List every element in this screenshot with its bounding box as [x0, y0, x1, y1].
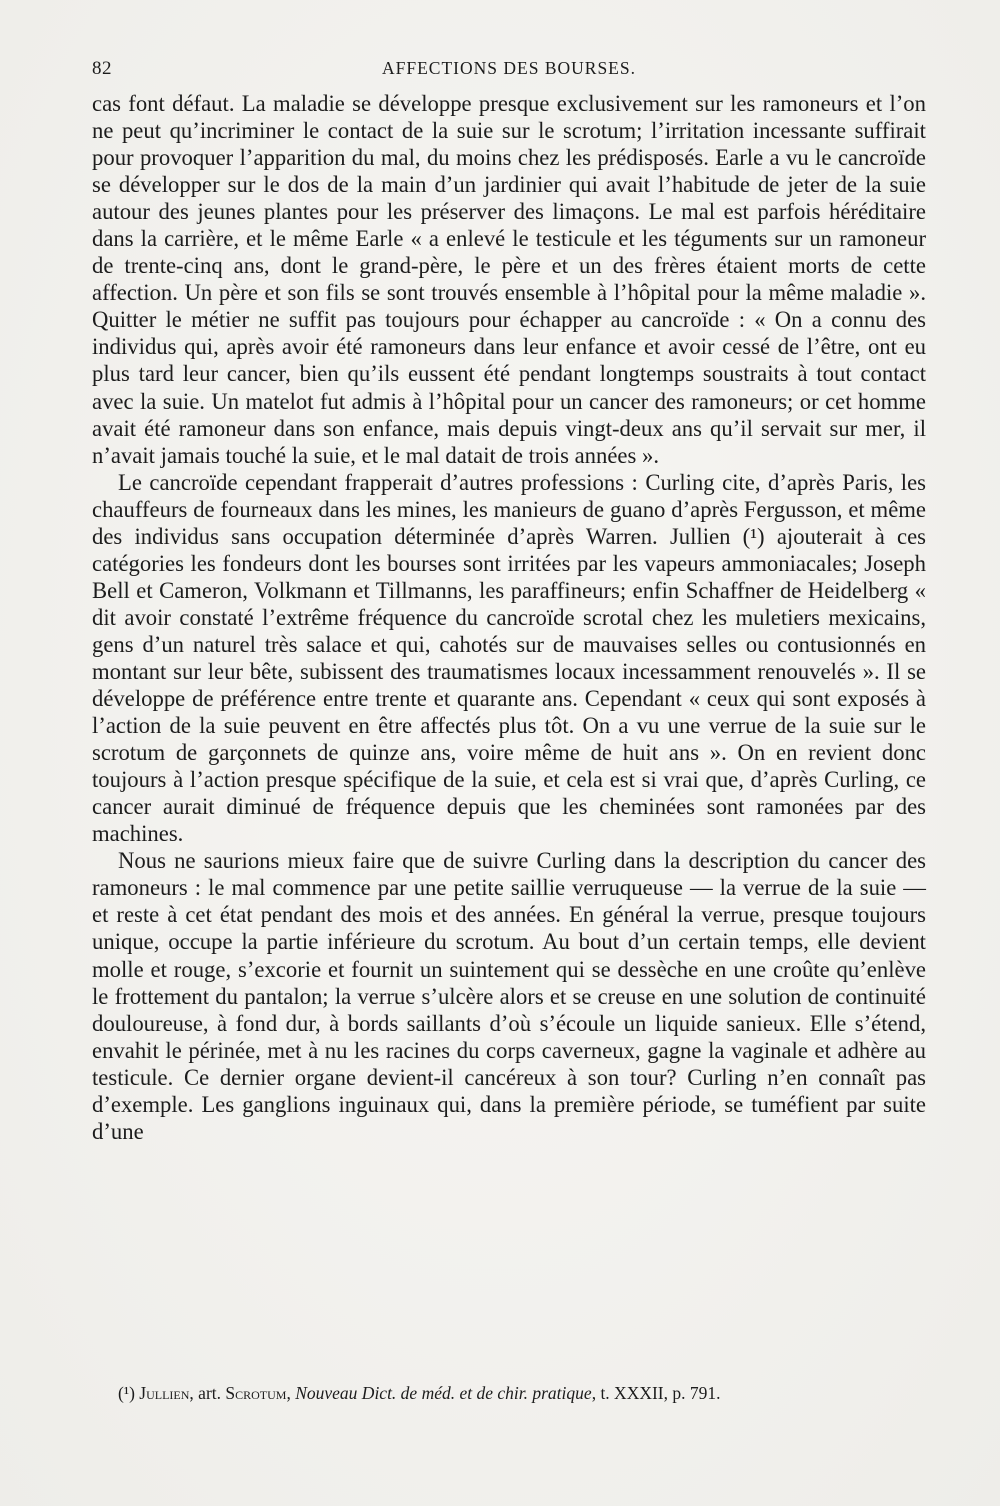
paragraph-description: Nous ne saurions mieux faire que de suivre Curling dans la description du cancer des ramoneurs : le mal commence par une petite saillie verruqueuse — la verrue de la suie — et reste à cet état pendant des mois et des années. En général la verrue, presque toujours unique, occupe la partie inférieure du scrotum. Au bout d’un certain temps, elle devient molle et rouge, s’excorie et fournit un suintement qui se dessèche en une croûte qu’enlève le frottement du pantalon; la verrue s’ulcère alors et se creuse en une solution de continuité douloureuse, à fond dur, à bords saillants d’où s’écoule un liquide sanieux. Elle s’étend, envahit le périnée, met à nu les racines du corps caverneux, gagne la vaginale et adhère au testicule. Ce dernier organe devient-il cancéreux à son tour? Curling n’en connaît pas d’exemple. Les ganglions inguinaux qui, dans la première période, se tuméfient par suite d’une — [92, 848, 926, 1144]
footnote-article: , art. — [189, 1383, 226, 1403]
paragraph-professions: Le cancroïde cependant frapperait d’autres professions : Curling cite, d’après Paris, les chauffeurs de fourneaux dans les mines, les manieurs de guano d’après Fergusson, et même des individus sans occupation déterminée d’après Warren. Jullien (¹) ajouterait à ces catégories les fondeurs dont les bourses sont irritées par les vapeurs ammoniacales; Joseph Bell et Cameron, Volkmann et Tillmanns, les paraffineurs; enfin Schaffner de Heidelberg « dit avoir constaté l’extrême fréquence du cancroïde scrotal chez les muletiers mexicains, gens d’un naturel très salace et qui, cahotés sur de mauvaises selles ou contusionnés en montant sur leur bête, subissent des traumatismes locaux incessamment renouvelés ». Il se développe de préférence entre trente et quarante ans. Cependant « ceux qui sont exposés à l’action de la suie peuvent en être affectés plus tôt. On a vu une verrue de la suie sur le scrotum de garçonnets de quinze ans, voire même de huit ans ». On en revient donc toujours à l’action presque spécifique de la suie, et cela est si vrai que, d’après Curling, ce cancer aurait diminué de fréquence depuis que les cheminées sont ramonées par des machines. — [92, 469, 926, 847]
footnote-separator: , — [286, 1383, 296, 1403]
paragraph-continued: cas font défaut. La maladie se développe presque exclusivement sur les ramoneurs et l’on ne peut qu’incriminer le contact de la suie sur le scrotum; l’irritation incessante suffirait pour provoquer l’apparition du mal, du moins chez les prédisposés. Earle a vu le cancroïde se développer sur le dos de la main d’un jardinier qui avait l’habitude de jeter de la suie autour des jeunes plantes pour les préserver des limaçons. Le mal est parfois héréditaire dans la carrière, et le même Earle « a enlevé le testicule et les téguments sur un ramoneur de trente-cinq ans, dont le grand-père, le père et un des frères étaient morts de cette affection. Un père et son fils se sont trouvés ensemble à l’hôpital pour la même maladie ». Quitter le métier ne suffit pas toujours pour échapper au cancroïde : « On a connu des individus qui, après avoir été ramoneurs dans leur enfance et avoir cessé de l’être, ont eu plus tard leur cancer, bien qu’ils eussent été pendant longtemps soustraits à tout contact avec la suie. Un matelot fut admis à l’hôpital pour un cancer des ramoneurs; or cet homme avait été ramoneur dans son enfance, mais depuis vingt-deux ans qu’il servait sur mer, il n’avait jamais touché la suie, et le mal datait de trois années ». — [92, 91, 926, 468]
page-number: 82 — [92, 58, 112, 79]
footnote-author: Jullien — [139, 1383, 190, 1403]
running-head — [92, 58, 926, 88]
body-text — [92, 90, 926, 1145]
footnote — [118, 1382, 928, 1404]
footnote-entry: Scrotum — [225, 1383, 287, 1403]
footnote-marker: (¹) — [118, 1383, 135, 1403]
footnote-location: , t. XXXII, p. 791. — [591, 1383, 721, 1403]
footnote-source: Nouveau Dict. de méd. et de chir. pratique — [295, 1383, 592, 1403]
running-title: AFFECTIONS DES BOURSES. — [382, 58, 636, 78]
